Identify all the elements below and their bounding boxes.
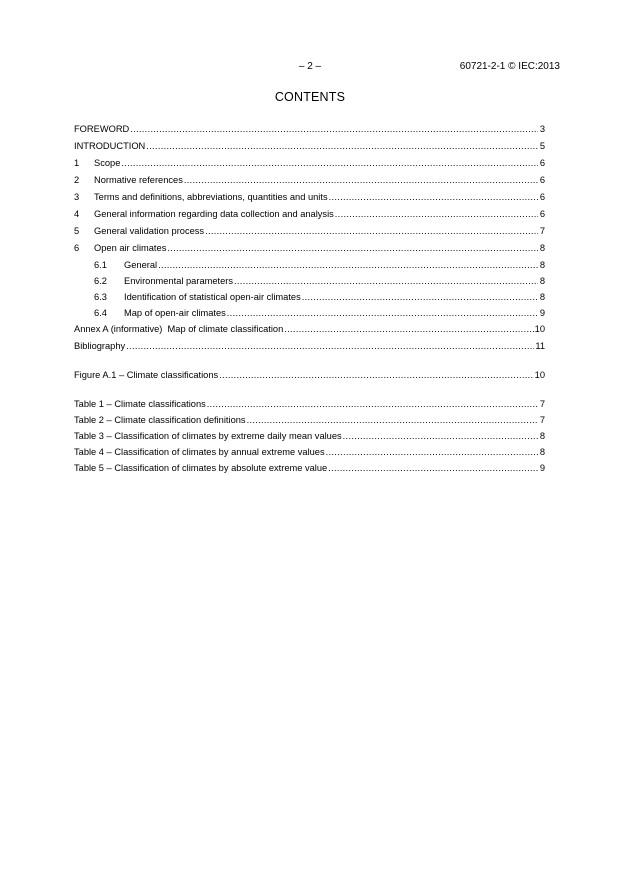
table-of-contents	[74, 123, 545, 478]
toc-entry-page: 6	[539, 158, 545, 168]
toc-entry-label: Table 1 – Climate classifications	[74, 399, 206, 409]
toc-entry-subclause-6-1[interactable]	[74, 259, 545, 271]
toc-entry-page: 8	[539, 243, 545, 253]
toc-entry-number: 6.3	[94, 292, 107, 302]
toc-entry-page: 8	[539, 431, 545, 441]
toc-entry-label: Environmental parameters	[124, 276, 234, 286]
dot-leader	[219, 369, 533, 381]
toc-entry-figure-a1[interactable]	[74, 369, 545, 381]
toc-entry-label: FOREWORD	[74, 124, 130, 134]
toc-entry-label: General	[124, 260, 158, 270]
toc-entry-label: Figure A.1 – Climate classifications	[74, 370, 219, 380]
dot-leader	[302, 291, 538, 303]
toc-entry-label: Identification of statistical open-air climates	[124, 292, 301, 302]
toc-entry-number: 1	[74, 158, 80, 168]
toc-entry-label: General validation process	[94, 226, 205, 236]
toc-entry-label: Scope	[94, 158, 121, 168]
toc-entry-number: 6.1	[94, 260, 107, 270]
toc-entry-page: 10	[534, 324, 545, 334]
toc-entry-page: 9	[539, 308, 545, 318]
toc-entry-label: Map of open-air climates	[124, 308, 226, 318]
toc-entry-page: 9	[539, 463, 545, 473]
toc-entry-number: 3	[74, 192, 80, 202]
toc-entry-page: 7	[539, 415, 545, 425]
dot-leader	[328, 462, 538, 474]
toc-entry-label: Normative references	[94, 175, 183, 185]
toc-entry-page: 8	[539, 276, 545, 286]
toc-entry-label: Table 3 – Classification of climates by extreme daily mean values	[74, 431, 342, 441]
toc-entry-page: 6	[539, 192, 545, 202]
dot-leader	[329, 191, 538, 203]
dot-leader	[326, 446, 538, 458]
toc-entry-table-2[interactable]	[74, 414, 545, 426]
toc-entry-page: 7	[539, 399, 545, 409]
toc-entry-number: 2	[74, 175, 80, 185]
toc-entry-clause-4[interactable]	[74, 208, 545, 220]
toc-entry-table-1[interactable]	[74, 398, 545, 410]
dot-leader	[227, 307, 538, 319]
toc-entry-subclause-6-3[interactable]	[74, 291, 545, 303]
toc-entry-clause-2[interactable]	[74, 174, 545, 186]
toc-entry-page: 7	[539, 226, 545, 236]
toc-entry-page: 3	[539, 124, 545, 134]
page-number: – 2 –	[298, 61, 322, 72]
toc-entry-clause-6[interactable]	[74, 242, 545, 254]
page-title: CONTENTS	[274, 90, 346, 104]
toc-entry-label: Table 2 – Climate classification definitions	[74, 415, 246, 425]
toc-entry-number: 6	[74, 243, 80, 253]
dot-leader	[247, 414, 538, 426]
toc-entry-page: 6	[539, 209, 545, 219]
toc-entry-introduction[interactable]	[74, 140, 545, 152]
dot-leader	[121, 157, 538, 169]
dot-leader	[158, 259, 538, 271]
toc-entry-clause-1[interactable]	[74, 157, 545, 169]
toc-entry-label: Annex A (informative) Map of climate classification	[74, 324, 284, 334]
toc-entry-label: Table 5 – Classification of climates by absolute extreme value	[74, 463, 328, 473]
toc-entry-bibliography[interactable]	[74, 340, 545, 352]
toc-entry-clause-5[interactable]	[74, 225, 545, 237]
dot-leader	[343, 430, 538, 442]
dot-leader	[284, 323, 533, 335]
toc-entry-number: 5	[74, 226, 80, 236]
toc-entry-page: 10	[534, 370, 545, 380]
dot-leader	[335, 208, 538, 220]
dot-leader	[167, 242, 538, 254]
dot-leader	[205, 225, 538, 237]
toc-entry-subclause-6-2[interactable]	[74, 275, 545, 287]
toc-entry-foreword[interactable]	[74, 123, 545, 135]
toc-entry-label: Bibliography	[74, 341, 126, 351]
toc-entry-page: 11	[535, 341, 545, 351]
dot-leader	[207, 398, 538, 410]
toc-entry-page: 5	[539, 141, 545, 151]
toc-entry-page: 8	[539, 447, 545, 457]
toc-entry-page: 8	[539, 292, 545, 302]
toc-entry-subclause-6-4[interactable]	[74, 307, 545, 319]
toc-entry-label: Terms and definitions, abbreviations, quantities and units	[94, 192, 328, 202]
toc-entry-page: 6	[539, 175, 545, 185]
toc-entry-label: Table 4 – Classification of climates by annual extreme values	[74, 447, 325, 457]
toc-entry-number: 6.2	[94, 276, 107, 286]
toc-entry-label: General information regarding data collection and analysis	[94, 209, 334, 219]
toc-entry-page: 8	[539, 260, 545, 270]
toc-entry-number: 4	[74, 209, 80, 219]
toc-entry-table-5[interactable]	[74, 462, 545, 474]
toc-entry-table-4[interactable]	[74, 446, 545, 458]
toc-entry-annex-a[interactable]	[74, 323, 545, 335]
dot-leader	[234, 275, 538, 287]
dot-leader	[184, 174, 538, 186]
toc-entry-label: Open air climates	[94, 243, 167, 253]
toc-entry-table-3[interactable]	[74, 430, 545, 442]
document-reference: 60721-2-1 © IEC:2013	[459, 61, 560, 72]
dot-leader	[130, 123, 538, 135]
toc-entry-clause-3[interactable]	[74, 191, 545, 203]
toc-entry-label: INTRODUCTION	[74, 141, 146, 151]
toc-entry-number: 6.4	[94, 308, 107, 318]
dot-leader	[126, 340, 534, 352]
dot-leader	[146, 140, 538, 152]
